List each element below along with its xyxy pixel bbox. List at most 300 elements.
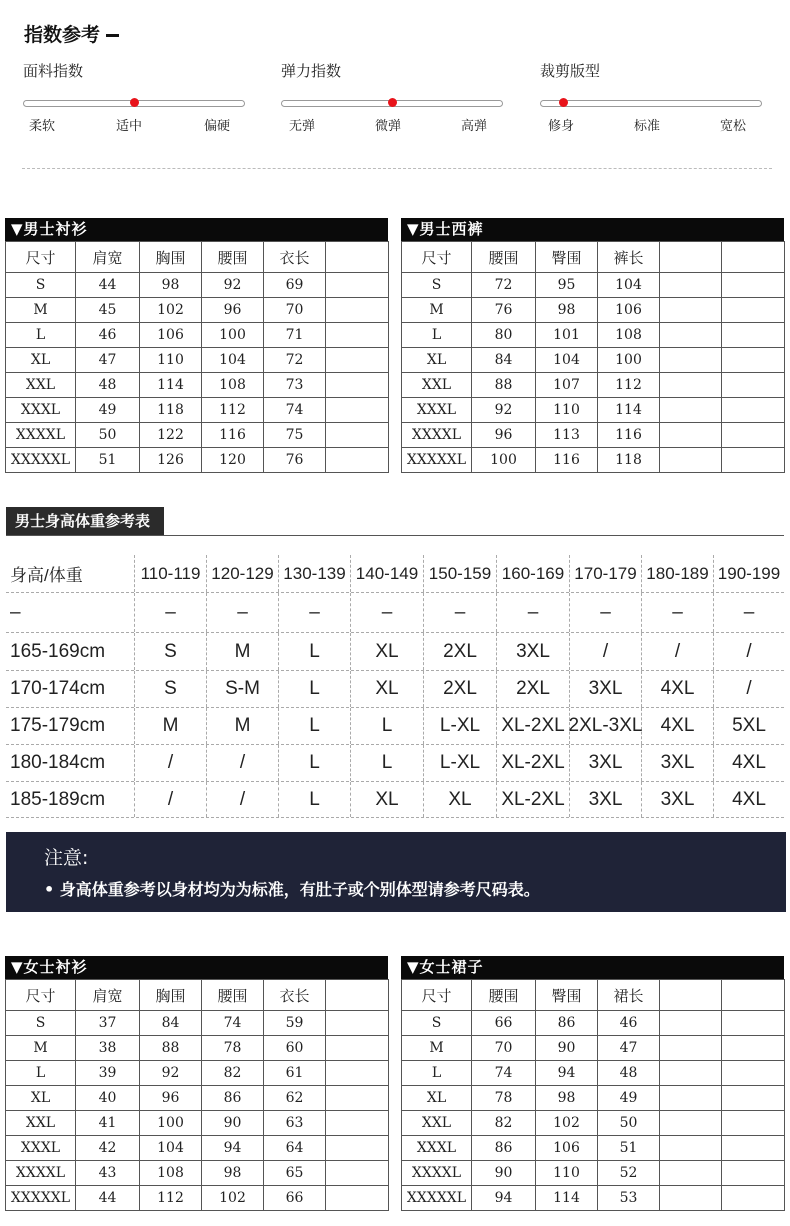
reference-header-cell: 170-179 — [570, 555, 642, 592]
table-cell: 94 — [202, 1136, 264, 1161]
table-row — [402, 323, 785, 348]
table-cell: 82 — [472, 1111, 536, 1136]
fabric-option-medium: 适中 — [116, 119, 143, 134]
reference-cell: / — [746, 640, 752, 662]
table-cell: 116 — [598, 423, 660, 448]
table-cell: 95 — [536, 273, 598, 298]
table-cell: 92 — [140, 1061, 202, 1086]
womens-skirt-table — [401, 956, 784, 1211]
column-header — [326, 980, 389, 1011]
table-row — [402, 298, 785, 323]
table-cell — [326, 373, 389, 398]
notice-title: 注意: — [44, 847, 89, 869]
table-cell: M — [402, 1036, 472, 1061]
table-cell — [722, 1011, 785, 1036]
reference-cell: 3XL — [570, 671, 642, 707]
reference-row — [6, 671, 784, 708]
table-cell — [660, 323, 722, 348]
table-cell: 75 — [264, 423, 326, 448]
table-cell — [326, 1111, 389, 1136]
table-row — [402, 398, 785, 423]
table-cell — [326, 1061, 389, 1086]
table-row — [6, 1036, 389, 1061]
reference-header-cell: 190-199 — [717, 563, 781, 583]
table-cell — [660, 448, 722, 473]
reference-cell: 3XL — [642, 782, 714, 817]
reference-cell: 3XL — [497, 633, 570, 670]
table-cell: XXXXL — [402, 423, 472, 448]
reference-cell: 3XL — [642, 745, 714, 781]
table-cell — [326, 423, 389, 448]
table-cell: 84 — [472, 348, 536, 373]
table-cell: XXXXL — [6, 1161, 76, 1186]
table-row — [402, 1011, 785, 1036]
table-cell: L — [6, 323, 76, 348]
table-cell: L — [402, 1061, 472, 1086]
table-row — [402, 273, 785, 298]
table-cell: 122 — [140, 423, 202, 448]
table-cell: 66 — [264, 1186, 326, 1211]
table-row — [402, 1061, 785, 1086]
reference-cell: L — [279, 708, 351, 744]
reference-row — [6, 593, 784, 633]
table-cell: 70 — [472, 1036, 536, 1061]
table-cell: 47 — [598, 1036, 660, 1061]
notice-box — [6, 832, 786, 912]
cut-index-marker — [559, 98, 568, 107]
table-cell — [326, 1011, 389, 1036]
reference-header-cell: 160-169 — [497, 555, 570, 592]
table-cell — [722, 1161, 785, 1186]
column-header: 衣长 — [264, 980, 326, 1011]
reference-header-cell: 120-129 — [207, 555, 279, 592]
table-cell: 106 — [140, 323, 202, 348]
table-cell: XXL — [402, 373, 472, 398]
table-cell — [660, 1061, 722, 1086]
cut-option-slim: 修身 — [548, 119, 575, 134]
table-cell — [660, 398, 722, 423]
reference-cell: L — [351, 745, 424, 781]
table-row — [6, 448, 389, 473]
table-cell: XXXXXL — [402, 448, 472, 473]
reference-cell: L — [279, 633, 351, 670]
reference-cell: L — [279, 671, 351, 707]
reference-cell: 2XL — [424, 633, 497, 670]
table-cell: 46 — [598, 1011, 660, 1036]
table-cell: 118 — [598, 448, 660, 473]
table-cell: XXL — [6, 373, 76, 398]
table-cell — [660, 423, 722, 448]
table-cell: 46 — [76, 323, 140, 348]
reference-cell: / — [570, 633, 642, 670]
reference-cell: L — [279, 745, 351, 781]
reference-header-cell: 180-189 — [642, 555, 714, 592]
reference-header-cell: 身高/体重 — [6, 555, 135, 592]
table-cell — [722, 298, 785, 323]
table-cell: 73 — [264, 373, 326, 398]
table-cell: 92 — [202, 273, 264, 298]
table-cell: 112 — [140, 1186, 202, 1211]
reference-cell: – — [570, 593, 642, 632]
table-cell: XXXXL — [402, 1161, 472, 1186]
table-header-row — [402, 980, 785, 1011]
table-cell: 78 — [472, 1086, 536, 1111]
reference-header-row — [6, 555, 784, 593]
reference-cell: / — [207, 782, 279, 817]
table-cell: XL — [402, 1086, 472, 1111]
table-row — [402, 1086, 785, 1111]
table-cell — [326, 1136, 389, 1161]
reference-cell: / — [642, 633, 714, 670]
reference-cell: M — [135, 708, 207, 744]
reference-cell: 2XL-3XL — [570, 708, 642, 744]
table-cell: XL — [402, 348, 472, 373]
column-header: 尺寸 — [6, 980, 76, 1011]
table-cell: 96 — [202, 298, 264, 323]
reference-cell: 180-184cm — [6, 745, 135, 781]
reference-cell: – — [135, 593, 207, 632]
table-cell: 104 — [202, 348, 264, 373]
table-cell: 108 — [598, 323, 660, 348]
elasticity-option-none: 无弹 — [289, 119, 316, 134]
fabric-index — [23, 60, 245, 140]
table-cell: 49 — [598, 1086, 660, 1111]
table-cell: 110 — [536, 398, 598, 423]
table-cell: 100 — [472, 448, 536, 473]
table-cell: 42 — [76, 1136, 140, 1161]
reference-cell: / — [207, 745, 279, 781]
reference-cell: / — [135, 782, 207, 817]
table-cell — [722, 323, 785, 348]
table-row — [6, 298, 389, 323]
table-cell: XXL — [402, 1111, 472, 1136]
table-cell: 47 — [76, 348, 140, 373]
table-cell: 118 — [140, 398, 202, 423]
table-cell — [722, 348, 785, 373]
elasticity-option-slight: 微弹 — [375, 119, 402, 134]
table-cell: 100 — [140, 1111, 202, 1136]
table-row — [6, 348, 389, 373]
table-cell: 86 — [472, 1136, 536, 1161]
table-cell: XL — [6, 348, 76, 373]
column-header: 臀围 — [536, 980, 598, 1011]
table-title: ▼女士衬衫 — [5, 956, 388, 979]
table-cell: 94 — [536, 1061, 598, 1086]
table-cell: XXXXXL — [6, 448, 76, 473]
table-cell: 80 — [472, 323, 536, 348]
table-cell: 72 — [472, 273, 536, 298]
fabric-index-marker — [130, 98, 139, 107]
table-cell: S — [402, 273, 472, 298]
table-cell — [326, 1086, 389, 1111]
size-table — [5, 979, 389, 1211]
reference-cell: XL-2XL — [497, 708, 570, 744]
table-cell — [326, 273, 389, 298]
table-cell: 60 — [264, 1036, 326, 1061]
table-cell: 110 — [140, 348, 202, 373]
table-cell: 52 — [598, 1161, 660, 1186]
index-title — [24, 20, 119, 47]
reference-cell: L — [351, 708, 424, 744]
table-cell: S — [6, 1011, 76, 1036]
table-cell: 108 — [202, 373, 264, 398]
table-cell: 62 — [264, 1086, 326, 1111]
table-cell: 51 — [598, 1136, 660, 1161]
table-cell: 44 — [76, 273, 140, 298]
table-cell: S — [402, 1011, 472, 1036]
table-cell: 98 — [202, 1161, 264, 1186]
table-cell — [722, 448, 785, 473]
table-cell — [660, 1111, 722, 1136]
column-header — [722, 980, 785, 1011]
table-row — [6, 398, 389, 423]
table-row — [6, 373, 389, 398]
reference-cell: S — [135, 633, 207, 670]
table-cell: 48 — [598, 1061, 660, 1086]
fabric-index-label: 面料指数 — [23, 62, 84, 80]
table-cell: 78 — [202, 1036, 264, 1061]
table-header-row — [6, 980, 389, 1011]
table-cell — [326, 348, 389, 373]
table-cell: 66 — [472, 1011, 536, 1036]
reference-cell: XL — [424, 782, 497, 817]
reference-cell: 3XL — [570, 782, 642, 817]
table-cell: 114 — [536, 1186, 598, 1211]
table-cell: XXXXL — [6, 423, 76, 448]
table-cell: 113 — [536, 423, 598, 448]
column-header: 尺寸 — [402, 980, 472, 1011]
table-title: ▼男士衬衫 — [5, 218, 388, 241]
reference-cell: – — [743, 601, 755, 623]
reference-cell: XL-2XL — [497, 745, 570, 781]
column-header: 腰围 — [472, 980, 536, 1011]
table-cell: 90 — [472, 1161, 536, 1186]
reference-cell: – — [497, 593, 570, 632]
table-cell: XXXXXL — [6, 1186, 76, 1211]
column-header: 衣长 — [264, 242, 326, 273]
table-header-row — [6, 242, 389, 273]
table-row — [6, 1186, 389, 1211]
reference-cell: 2XL — [497, 671, 570, 707]
table-row — [6, 423, 389, 448]
column-header: 肩宽 — [76, 980, 140, 1011]
reference-cell: L-XL — [424, 708, 497, 744]
table-cell: XXL — [6, 1111, 76, 1136]
table-cell: 65 — [264, 1161, 326, 1186]
table-cell: 94 — [472, 1186, 536, 1211]
table-cell: 116 — [202, 423, 264, 448]
table-cell — [660, 1086, 722, 1111]
reference-cell: 4XL — [732, 752, 766, 773]
index-title-text: 指数参考 — [24, 24, 101, 46]
table-cell: M — [6, 298, 76, 323]
column-header: 裤长 — [598, 242, 660, 273]
reference-cell: XL — [351, 671, 424, 707]
table-cell: 74 — [202, 1011, 264, 1036]
table-cell — [326, 1161, 389, 1186]
table-cell: 86 — [202, 1086, 264, 1111]
table-row — [6, 1161, 389, 1186]
womens-shirt-table — [5, 956, 388, 1211]
table-title: ▼女士裙子 — [401, 956, 784, 979]
table-cell: 45 — [76, 298, 140, 323]
mens-shirt-table — [5, 218, 388, 473]
table-cell: 112 — [202, 398, 264, 423]
size-table — [401, 241, 785, 473]
reference-cell: S-M — [207, 671, 279, 707]
elasticity-index-track — [281, 100, 503, 107]
table-row — [402, 373, 785, 398]
table-cell — [722, 1061, 785, 1086]
reference-cell: L — [279, 782, 351, 817]
column-header — [660, 242, 722, 273]
table-cell — [660, 373, 722, 398]
cut-option-loose: 宽松 — [720, 119, 747, 134]
table-row — [402, 448, 785, 473]
column-header: 腰围 — [202, 242, 264, 273]
table-cell — [722, 373, 785, 398]
table-cell: 50 — [76, 423, 140, 448]
fabric-option-soft: 柔软 — [29, 119, 56, 134]
table-row — [6, 1086, 389, 1111]
table-row — [402, 1111, 785, 1136]
table-cell — [722, 1036, 785, 1061]
column-header: 尺寸 — [6, 242, 76, 273]
table-cell — [660, 1036, 722, 1061]
reference-cell: S — [135, 671, 207, 707]
table-row — [6, 323, 389, 348]
reference-cell: 4XL — [642, 708, 714, 744]
table-cell: 101 — [536, 323, 598, 348]
height-weight-title: 男士身高体重参考表 — [6, 507, 164, 536]
column-header: 肩宽 — [76, 242, 140, 273]
table-cell — [326, 398, 389, 423]
table-cell: M — [6, 1036, 76, 1061]
table-cell: 100 — [202, 323, 264, 348]
column-header: 腰围 — [472, 242, 536, 273]
cut-index-label: 裁剪版型 — [540, 62, 601, 80]
table-cell: 76 — [472, 298, 536, 323]
table-cell — [326, 323, 389, 348]
table-cell: 96 — [140, 1086, 202, 1111]
table-cell: 51 — [76, 448, 140, 473]
reference-cell: – — [6, 593, 135, 632]
table-cell: 59 — [264, 1011, 326, 1036]
table-cell: 102 — [202, 1186, 264, 1211]
reference-cell: 165-169cm — [6, 633, 135, 670]
table-cell — [660, 1161, 722, 1186]
table-cell: 88 — [140, 1036, 202, 1061]
table-row — [6, 1061, 389, 1086]
table-cell: 102 — [536, 1111, 598, 1136]
table-cell: 84 — [140, 1011, 202, 1036]
table-cell: XXXXXL — [402, 1186, 472, 1211]
column-header: 胸围 — [140, 242, 202, 273]
table-cell — [722, 1111, 785, 1136]
table-cell — [660, 348, 722, 373]
column-header — [660, 980, 722, 1011]
table-row — [6, 1011, 389, 1036]
table-cell: 120 — [202, 448, 264, 473]
column-header: 裙长 — [598, 980, 660, 1011]
elasticity-index-label: 弹力指数 — [281, 62, 342, 80]
reference-row — [6, 708, 784, 745]
table-cell: 49 — [76, 398, 140, 423]
reference-cell: 3XL — [570, 745, 642, 781]
table-cell: 64 — [264, 1136, 326, 1161]
table-cell — [660, 1186, 722, 1211]
cut-index — [540, 60, 762, 140]
reference-cell: – — [642, 593, 714, 632]
table-cell — [722, 398, 785, 423]
reference-cell: 4XL — [732, 788, 766, 810]
reference-cell: L-XL — [424, 745, 497, 781]
table-cell: S — [6, 273, 76, 298]
table-cell: 104 — [140, 1136, 202, 1161]
table-cell — [326, 1036, 389, 1061]
elasticity-index — [281, 60, 503, 140]
table-cell: L — [6, 1061, 76, 1086]
table-cell: XXXL — [6, 398, 76, 423]
title-dash-mark — [106, 34, 119, 37]
reference-cell: / — [135, 745, 207, 781]
table-cell: 61 — [264, 1061, 326, 1086]
table-cell: 41 — [76, 1111, 140, 1136]
table-cell: 39 — [76, 1061, 140, 1086]
table-cell: 114 — [598, 398, 660, 423]
table-cell: 50 — [598, 1111, 660, 1136]
table-cell: M — [402, 298, 472, 323]
table-cell — [326, 448, 389, 473]
table-cell: 110 — [536, 1161, 598, 1186]
reference-cell: – — [351, 593, 424, 632]
column-header: 腰围 — [202, 980, 264, 1011]
table-cell — [722, 273, 785, 298]
table-cell: 74 — [472, 1061, 536, 1086]
table-cell: 63 — [264, 1111, 326, 1136]
table-cell: 90 — [202, 1111, 264, 1136]
table-cell: 48 — [76, 373, 140, 398]
table-cell: 38 — [76, 1036, 140, 1061]
reference-cell: XL-2XL — [497, 782, 570, 817]
table-cell: 107 — [536, 373, 598, 398]
reference-cell: M — [207, 708, 279, 744]
table-header-row — [402, 242, 785, 273]
table-cell — [660, 298, 722, 323]
size-table — [5, 241, 389, 473]
table-cell: 114 — [140, 373, 202, 398]
table-cell: 44 — [76, 1186, 140, 1211]
table-cell: XXXL — [402, 398, 472, 423]
table-cell: 40 — [76, 1086, 140, 1111]
elasticity-index-marker — [388, 98, 397, 107]
reference-cell: 4XL — [642, 671, 714, 707]
cut-index-track — [540, 100, 762, 107]
reference-header-cell: 130-139 — [279, 555, 351, 592]
table-cell: 92 — [472, 398, 536, 423]
table-cell: 108 — [140, 1161, 202, 1186]
table-cell: 43 — [76, 1161, 140, 1186]
fabric-option-hard: 偏硬 — [204, 119, 231, 134]
table-cell: 104 — [536, 348, 598, 373]
table-cell: 72 — [264, 348, 326, 373]
table-cell: 112 — [598, 373, 660, 398]
table-cell: 106 — [598, 298, 660, 323]
table-cell: 96 — [472, 423, 536, 448]
table-cell — [722, 1086, 785, 1111]
height-weight-title-line — [6, 535, 784, 536]
column-header: 臀围 — [536, 242, 598, 273]
